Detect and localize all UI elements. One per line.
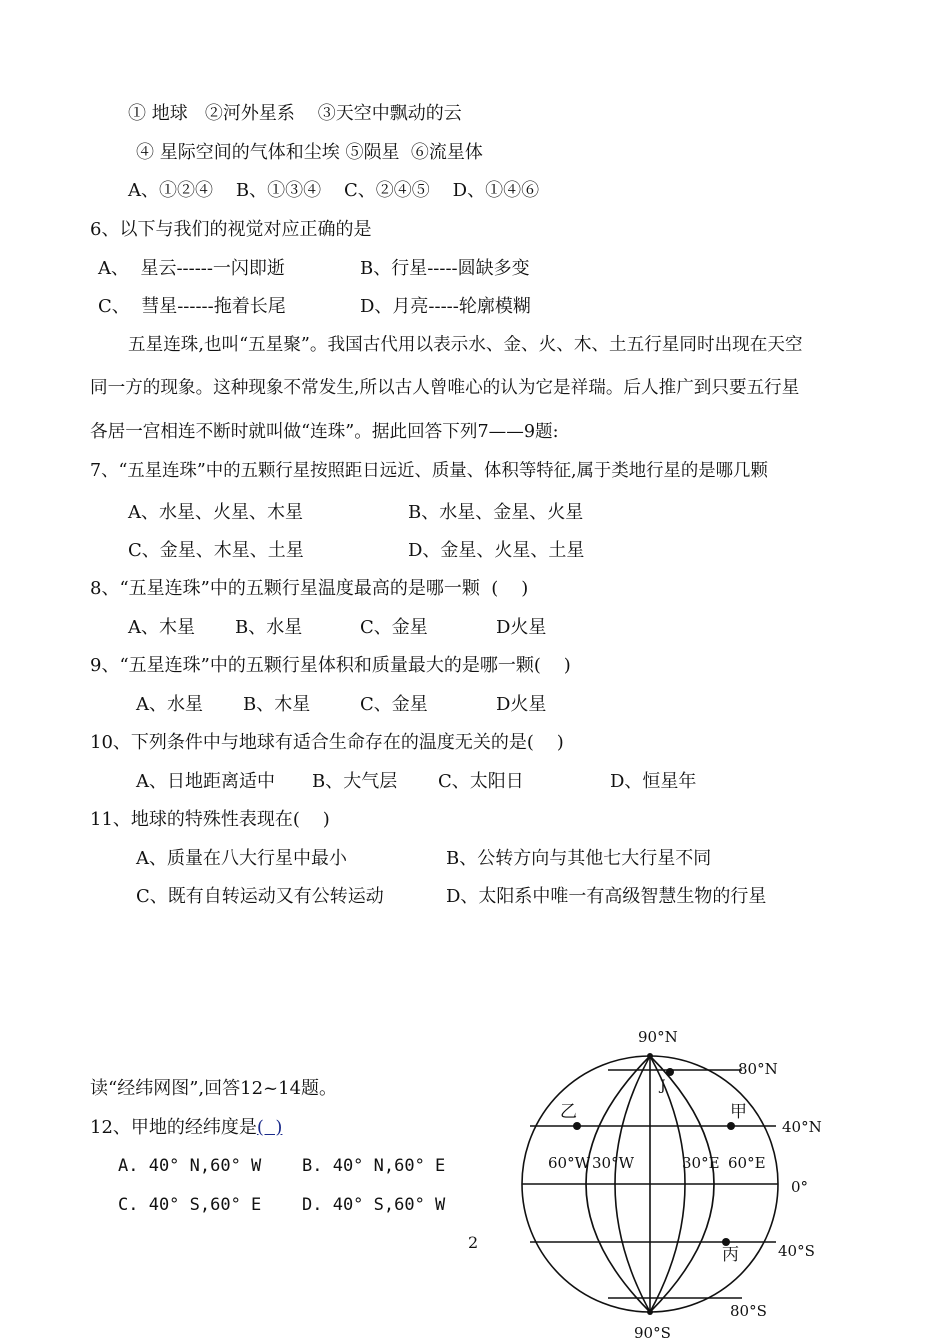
q5-options: A、①②④ B、①③④ C、②④⑤ D、①④⑥ [128,180,540,201]
q10-option-a: A、日地距离适中 [136,771,275,792]
q9-option-c: C、金星 [360,694,428,715]
label-80n: 80°N [738,1060,778,1078]
label-80s: 80°S [730,1302,767,1320]
q6-option-d: D、月亮-----轮廓模糊 [360,296,531,317]
point-jia-marker [727,1122,735,1130]
label-north-pole: 90°N [638,1028,678,1046]
latitude-longitude-globe [500,1020,840,1342]
q9-option-a: A、水星 [136,694,203,715]
q8-option-d: D火星 [496,617,547,638]
q6-option-a: A、 星云------一闪即逝 [98,258,285,279]
q8-option-c: C、金星 [360,617,428,638]
q8-option-a: A、木星 [128,617,195,638]
passage-line-3: 各居一宫相连不断时就叫做“连珠”。据此回答下列7——9题: [90,422,559,442]
q11-option-c: C、既有自转运动又有公转运动 [136,886,384,907]
q12-option-b: B. 40° N,60° E [302,1156,446,1176]
label-point-j: J [660,1078,666,1094]
label-30w: 30°W [592,1154,635,1172]
q9-stem: 9、“五星连珠”中的五颗行星体积和质量最大的是哪一颗( ) [90,655,571,676]
north-pole-marker [647,1053,653,1059]
q11-option-d: D、太阳系中唯一有高级智慧生物的行星 [446,886,767,907]
label-40s: 40°S [778,1242,815,1260]
q5-items-line1: ① 地球 ②河外星系 ③天空中飘动的云 [128,103,462,124]
label-equator: 0° [791,1178,809,1196]
q10-option-d: D、恒星年 [610,771,697,792]
q8-option-b: B、水星 [235,617,303,638]
south-pole-marker [647,1309,653,1315]
q7-stem: 7、“五星连珠”中的五颗行星按照距日远近、质量、体积等特征,属于类地行星的是哪几颗 [90,461,768,481]
label-30e: 30°E [682,1154,720,1172]
q5-items-line2: ④ 星际空间的气体和尘埃 ⑤陨星 ⑥流星体 [136,142,483,163]
q12-stem-text: 12、甲地的经纬度是 [90,1117,257,1138]
q6-option-b: B、行星-----圆缺多变 [360,258,530,279]
q10-stem: 10、下列条件中与地球有适合生命存在的温度无关的是( ) [90,732,564,753]
q7-option-a: A、水星、火星、木星 [128,502,303,523]
q7-option-d: D、金星、火星、土星 [408,540,585,561]
passage-line-1: 五星连珠,也叫“五星聚”。我国古代用以表示水、金、火、木、土五行星同时出现在天空 [128,335,803,355]
q12-option-c: C. 40° S,60° E [118,1195,262,1215]
page-number: 2 [468,1233,479,1252]
q8-stem: 8、“五星连珠”中的五颗行星温度最高的是哪一颗 ( ) [90,578,529,599]
q6-stem: 6、以下与我们的视觉对应正确的是 [90,219,372,240]
q9-option-b: B、木星 [243,694,311,715]
q12-stem [90,1119,282,1137]
q10-option-c: C、太阳日 [438,771,524,792]
label-point-jia: 甲 [730,1102,747,1122]
label-60w: 60°W [548,1154,591,1172]
q9-option-d: D火星 [496,694,547,715]
label-40n: 40°N [782,1118,822,1136]
q10-option-b: B、大气层 [312,771,398,792]
q12-option-a: A. 40° N,60° W [118,1156,262,1176]
q11-option-a: A、质量在八大行星中最小 [136,848,347,869]
passage-line-2: 同一方的现象。这种现象不常发生,所以古人曾唯心的认为它是祥瑞。后人推广到只要五行星 [90,378,800,398]
label-point-yi: 乙 [560,1102,577,1122]
q12-answer-blank[interactable]: ( ) [256,1117,283,1138]
q11-option-b: B、公转方向与其他七大行星不同 [446,848,712,869]
q6-option-c: C、 彗星------拖着长尾 [98,296,286,317]
reading-prompt: 读“经纬网图”,回答12~14题。 [90,1078,338,1099]
label-point-bing: 丙 [722,1245,739,1265]
point-yi-marker [573,1122,581,1130]
point-j-marker [666,1068,674,1076]
q7-option-b: B、水星、金星、火星 [408,502,584,523]
label-60e: 60°E [728,1154,766,1172]
q11-stem: 11、地球的特殊性表现在( ) [90,809,330,830]
q7-option-c: C、金星、木星、土星 [128,540,304,561]
label-south-pole: 90°S [634,1324,671,1342]
q12-option-d: D. 40° S,60° W [302,1195,446,1215]
